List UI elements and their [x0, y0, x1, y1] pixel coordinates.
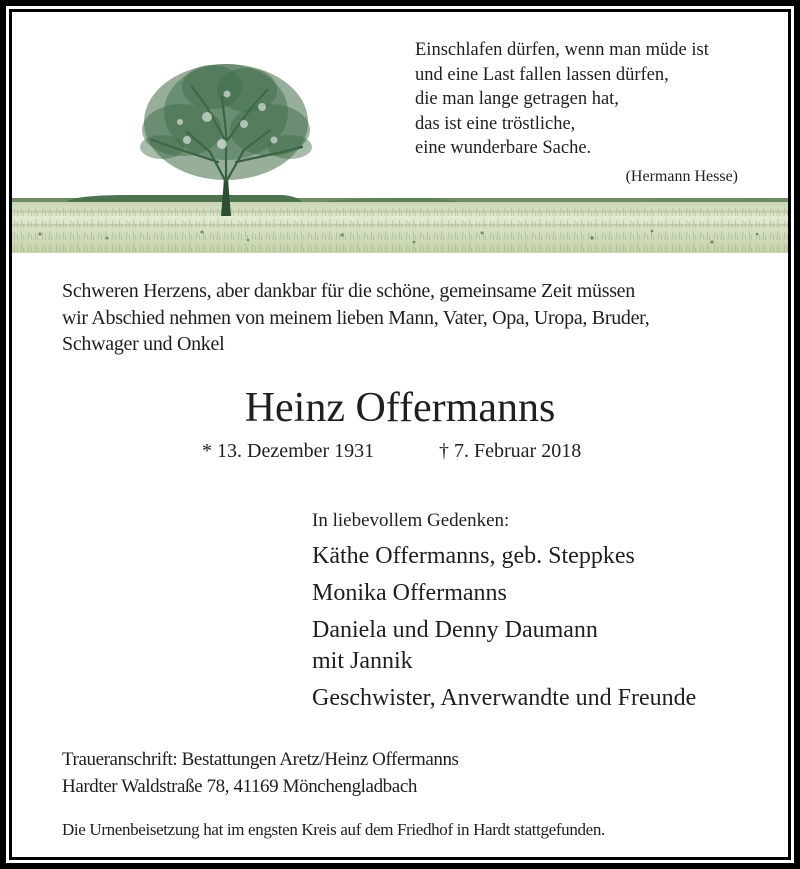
intro-line: Schwager und Onkel — [62, 333, 225, 355]
mourner-entry: mit Jannik — [312, 648, 413, 674]
mourning-address — [62, 746, 459, 800]
mourner-entry: Geschwister, Anverwandte und Freunde — [312, 685, 697, 711]
poem-line: Einschlafen dürfen, wenn man müde ist — [415, 40, 709, 60]
poem-quote — [415, 38, 709, 161]
intro-line: Schweren Herzens, aber dankbar für die schöne, gemeinsame Zeit müssen — [62, 280, 635, 302]
mourner-entry: Monika Offermanns — [312, 580, 507, 606]
deceased-name: Heinz Offermanns — [244, 385, 556, 431]
poem-line: eine wunderbare Sache. — [415, 138, 592, 158]
intro-line: wir Abschied nehmen von meinem lieben Mann, Vater, Opa, Uropa, Bruder, — [62, 306, 650, 329]
birth-date: * 13. Dezember 1931 — [202, 440, 375, 462]
death-date: † 7. Februar 2018 — [439, 440, 582, 462]
mourners-lead: In liebevollem Gedenken: — [312, 510, 510, 531]
intro-text — [62, 278, 752, 358]
poem-line: das ist eine tröstliche, — [415, 113, 576, 134]
burial-notice: Die Urnenbeisetzung hat im engsten Kreis auf dem Friedhof in Hardt stattgefunden. — [62, 820, 605, 839]
address-line: Hardter Waldstraße 78, 41169 Mönchengladbach — [62, 776, 417, 797]
mourners-block — [312, 509, 696, 714]
obituary-page — [12, 12, 788, 857]
mourner-entry: Daniela und Denny Daumann — [312, 617, 598, 643]
poem-line: die man lange getragen hat, — [415, 89, 619, 109]
address-line: Traueranschrift: Bestattungen Aretz/Heinz Offermanns — [62, 749, 459, 770]
mourner-entry: Käthe Offermanns, geb. Steppkes — [312, 543, 635, 569]
poem-author: (Hermann Hesse) — [625, 168, 738, 185]
poem-line: und eine Last fallen lassen dürfen, — [415, 64, 669, 85]
header-image-area — [12, 12, 788, 253]
